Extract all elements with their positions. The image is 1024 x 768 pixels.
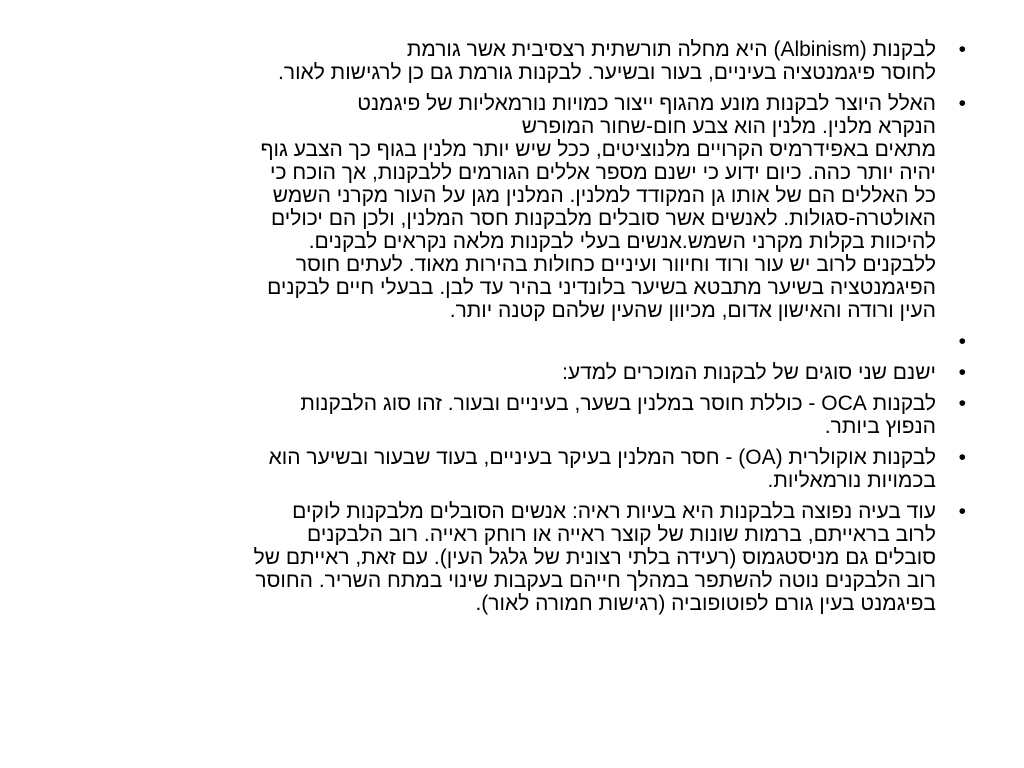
- text-line: יהיה יותר כהה. כיום ידוע כי ישנם מספר אללים הגורמים ללבקנות, אך הוכח כי: [270, 161, 936, 184]
- bullet-item-vision-problems: [66, 500, 966, 615]
- bullet-item-oca: [66, 392, 966, 438]
- text-line: • לבקנות OCA - כוללת חוסר במלנין בשער, בעיניים ובעור. זהו סוג הלבקנות: [300, 392, 936, 415]
- text-line: הנפוץ ביותר.: [824, 415, 936, 438]
- text-line: • האלל היוצר לבקנות מונע מהגוף ייצור כמויות נורמאליות של פיגמנט: [357, 92, 936, 115]
- bullet-item-two-types: [66, 361, 966, 384]
- text-line: [66, 330, 936, 353]
- text-line: הנקרא מלנין. מלנין הוא צבע חום-שחור המופרש: [521, 115, 936, 138]
- text-line: רוב הלבקנים נוטה להשתפר במהלך חייהם בעקבות שינוי במתח השריר. החוסר: [255, 569, 936, 592]
- text-line: הפיגמנטציה בשיער מתבטא בשיער בלונדיני בהיר עד לבן. בבעלי חיים לבקנים: [267, 276, 936, 299]
- text-line: • לבקנות (Albinism) היא מחלה תורשתית רצסיבית אשר גורמת: [406, 38, 936, 61]
- text-line: להיכוות בקלות מקרני השמש.אנשים בעלי לבקנות מלאה נקראים לבקנים.: [308, 230, 936, 253]
- text-line: לחוסר פיגמנטציה בעיניים, בעור ובשיער. לבקנות גורמת גם כן לרגישות לאור.: [278, 61, 936, 84]
- text-line: ללבקנים לרוב יש עור ורוד וחיוור ועיניים כחולות בהירות מאוד. לעתים חוסר: [295, 253, 936, 276]
- bullet-item-oa: [66, 446, 966, 492]
- text-line: כל האללים הם של אותו גן המקודד למלנין. המלנין מגן על העור מקרני השמש: [272, 184, 936, 207]
- text-line: העין ורודה והאישון אדום, מכיוון שהעין שלהם קטנה יותר.: [449, 299, 936, 322]
- text-line: לרוב בראייתם, ברמות שונות של קוצר ראייה או רוחק ראייה. רוב הלבקנים: [307, 523, 936, 546]
- text-line: • לבקנות אוקולרית (OA) - חסר המלנין בעיקר בעיניים, בעוד שבעור ובשיער הוא: [268, 446, 936, 469]
- text-line: האולטרה-סגולות. לאנשים אשר סובלים מלבקנות חסר המלנין, ולכן הם יכולים: [270, 207, 936, 230]
- bullet-list: [66, 38, 966, 623]
- text-line: מתאים באפידרמיס הקרויים מלנוציטים, ככל שיש יותר מלנין בגוף כך הצבע גוף: [260, 138, 936, 161]
- bullet-item-melanin-allele: [66, 92, 966, 322]
- text-line: • ישנם שני סוגים של לבקנות המוכרים למדע:: [562, 361, 936, 384]
- text-line: בפיגמנט בעין גורם לפוטופוביה (רגישות חמורה לאור).: [475, 592, 936, 615]
- bullet-item-empty: [66, 330, 966, 353]
- text-line: • עוד בעיה נפוצה בלבקנות היא בעיות ראיה: אנשים הסובלים מלבקנות לוקים: [292, 500, 936, 523]
- bullet-item-albinism-definition: [66, 38, 966, 84]
- text-line: בכמויות נורמאליות.: [767, 469, 936, 492]
- text-line: סובלים גם מניסטגמוס (רעידה בלתי רצונית של גלגל העין). עם זאת, ראייתם של: [253, 546, 936, 569]
